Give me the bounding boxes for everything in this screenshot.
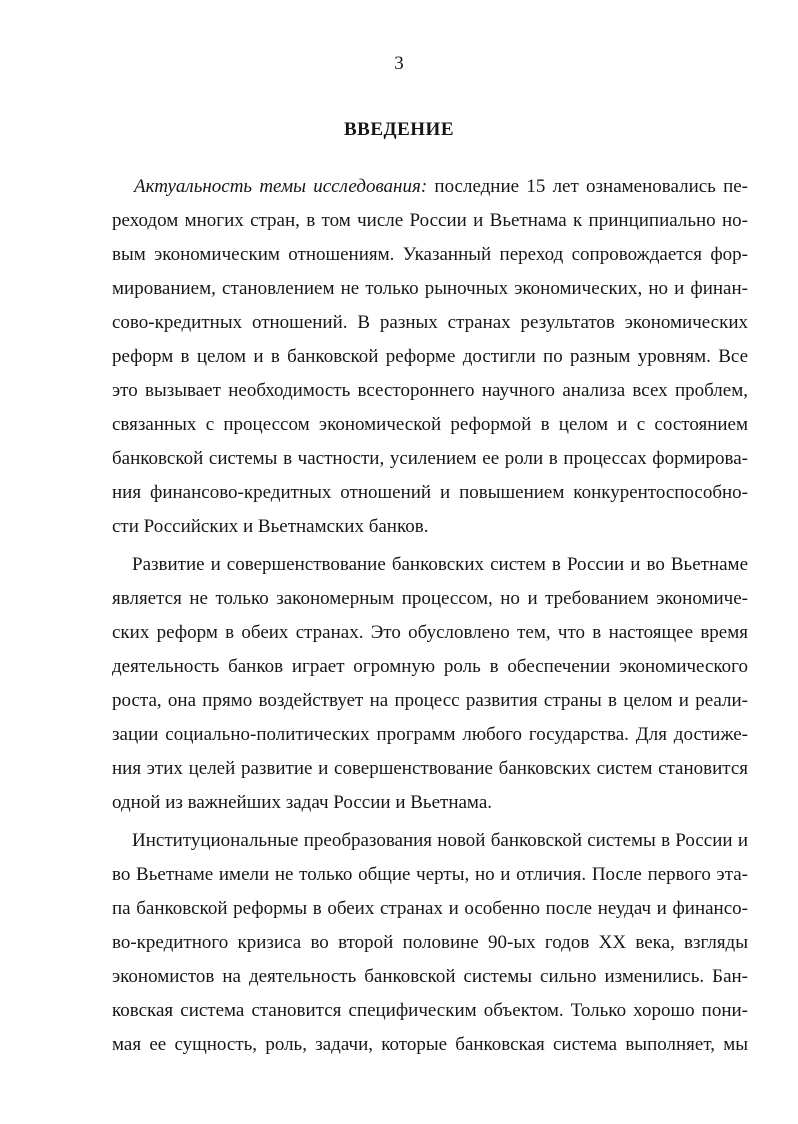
text-line: зации социально-политических программ любого государства. Для достиже- (112, 724, 748, 745)
text-line: ния финансово-кредитных отношений и повышением конкурентоспособно- (112, 482, 748, 503)
text-line: во-кредитного кризиса во второй половине 90-ых годов XX века, взгляды (112, 932, 748, 953)
text-line: реходом многих стран, в том числе России и Вьетнама к принципиально но- (112, 210, 748, 231)
text-line: деятельность банков играет огромную роль в обеспечении экономического (112, 656, 748, 677)
paragraph-institutional (112, 824, 748, 1062)
text-line: мированием, становлением не только рыночных экономических, но и финан- (112, 278, 748, 299)
text-line: банковской системы в частности, усилением ее роли в процессах формирова- (112, 448, 748, 469)
text-line: это вызывает необходимость всестороннего научного анализа всех проблем, (112, 380, 748, 401)
text-line: реформ в целом и в банковской реформе достигли по разным уровням. Все (112, 346, 748, 367)
text-line: па банковской реформы в обеих странах и особенно после неудач и финансо- (112, 898, 748, 919)
text-line: ния этих целей развитие и совершенствование банковских систем становится (112, 758, 748, 779)
text-line: сти Российских и Вьетнамских банков. (112, 516, 429, 537)
text-line (112, 170, 748, 204)
text-line: связанных с процессом экономической реформой в целом и с состоянием (112, 414, 748, 435)
paragraph-relevance (112, 170, 748, 544)
section-title: ВВЕДЕНИЕ (344, 119, 454, 140)
paragraph-development (112, 548, 748, 820)
text-line: сово-кредитных отношений. В разных странах результатов экономических (112, 312, 748, 333)
text-line: экономистов на деятельность банковской системы сильно изменились. Бан- (112, 966, 748, 987)
text-line: Институциональные преобразования новой банковской системы в России и (132, 830, 748, 851)
page-number: 3 (394, 53, 404, 74)
text-line: вым экономическим отношениям. Указанный переход сопровождается фор- (112, 244, 748, 265)
text-line: ских реформ в обеих странах. Это обусловлено тем, что в настоящее время (112, 622, 748, 643)
text-line: мая ее сущность, роль, задачи, которые банковская система выполняет, мы (112, 1034, 748, 1055)
text-line: роста, она прямо воздействует на процесс развития страны в целом и реали- (112, 690, 748, 711)
line-text: последние 15 лет ознаменовались пе- (427, 176, 749, 197)
text-line: Развитие и совершенствование банковских систем в России и во Вьетнаме (132, 554, 748, 575)
document-body (112, 170, 748, 1062)
text-line: ковская система становится специфическим объектом. Только хорошо пони- (112, 1000, 748, 1021)
text-line: является не только закономерным процессом, но и требованием экономиче- (112, 588, 748, 609)
text-line: во Вьетнаме имели не только общие черты, но и отличия. После первого эта- (112, 864, 748, 885)
text-line: одной из важнейших задач России и Вьетнама. (112, 792, 492, 813)
italic-lead: Актуальность темы исследования: (134, 176, 428, 197)
